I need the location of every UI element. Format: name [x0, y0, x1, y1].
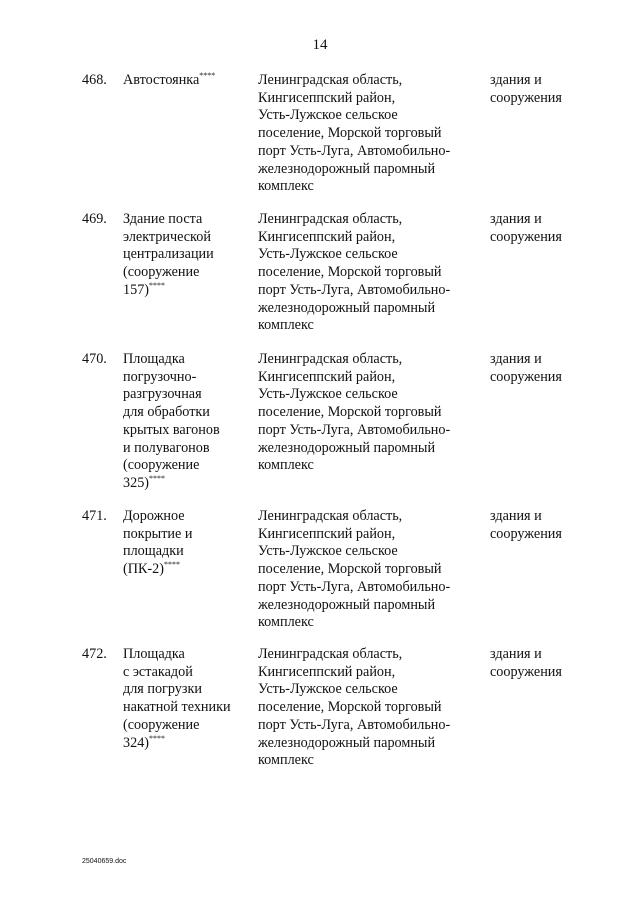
entry-address-line: Усть-Лужское сельское: [258, 246, 398, 263]
entry-name-line: Площадка: [123, 351, 185, 367]
footnote-mark: ****: [163, 560, 180, 570]
entry-number: 468.: [82, 72, 107, 88]
entry-name: [123, 211, 253, 300]
entry-address-line: Ленинградская область,: [258, 72, 403, 88]
entry-name-line: для погрузки: [123, 681, 202, 698]
entry-name-line: (сооружение: [123, 264, 200, 281]
entry-address-line: порт Усть-Луга, Автомобильно-: [258, 716, 451, 733]
entry-name-line: крытых вагонов: [123, 421, 220, 438]
entry-type: [490, 72, 600, 107]
entry-name: [123, 508, 253, 579]
entry-name-line: покрытие и: [123, 525, 193, 542]
entry-name-line: Дорожное: [123, 508, 185, 524]
entry-address-line: Ленинградская область,: [258, 646, 403, 662]
entry-address-line: Усть-Лужское сельское: [258, 681, 398, 698]
entry-address-line: поселение, Морской торговый: [258, 561, 442, 578]
entry-address-line: железнодорожный паромный: [258, 596, 436, 613]
entry-type: [490, 508, 600, 543]
entry-name-line: накатной техники: [123, 699, 231, 716]
entry-address-line: Кингисеппский район,: [258, 368, 396, 385]
entry-type-line: здания и: [490, 351, 542, 367]
entry-address-line: порт Усть-Луга, Автомобильно-: [258, 578, 451, 595]
entry-address-line: Усть-Лужское сельское: [258, 543, 398, 560]
entry-number: 472.: [82, 646, 107, 662]
entry-type-line: сооружения: [490, 228, 562, 245]
entry-address: [258, 351, 478, 475]
entry-address-line: комплекс: [258, 178, 314, 195]
entry-name-line: разгрузочная: [123, 386, 202, 403]
entry-address-line: комплекс: [258, 317, 314, 334]
entry-number: 469.: [82, 211, 107, 227]
entry-address: [258, 211, 478, 335]
entry-address: [258, 72, 478, 196]
entry-name-line: для обработки: [123, 404, 210, 421]
entry-type-line: здания и: [490, 211, 542, 227]
entry-type: [490, 211, 600, 246]
entry-address-line: комплекс: [258, 457, 314, 474]
entry-address-line: Усть-Лужское сельское: [258, 386, 398, 403]
entry-name-line: (сооружение: [123, 457, 200, 474]
entry-type-line: здания и: [490, 508, 542, 524]
entry-name: [123, 351, 253, 493]
entry-type-line: здания и: [490, 646, 542, 662]
entry-type: [490, 646, 600, 681]
entry-name-line: Здание поста: [123, 211, 203, 227]
entry-address-line: Кингисеппский район,: [258, 89, 396, 106]
entry-address-line: поселение, Морской торговый: [258, 404, 442, 421]
entry-address-line: Кингисеппский район,: [258, 663, 396, 680]
entry-address-line: поселение, Морской торговый: [258, 125, 442, 142]
entry-name-line: погрузочно-: [123, 368, 197, 385]
entry-address-line: железнодорожный паромный: [258, 160, 436, 177]
entry-name-line: 324)****: [123, 733, 166, 751]
entry-type-line: здания и: [490, 72, 542, 88]
entry-type-line: сооружения: [490, 663, 562, 680]
document-filename: 25040659.doc: [82, 858, 127, 865]
entry-name-line: электрической: [123, 228, 211, 245]
entry-name-line: Автостоянка****: [123, 71, 216, 88]
entry-address: [258, 646, 478, 770]
entry-address-line: комплекс: [258, 614, 314, 631]
entry-address-line: Ленинградская область,: [258, 211, 403, 227]
page-number: 14: [312, 37, 328, 53]
footnote-mark: ****: [199, 71, 216, 80]
entry-name-line: 325)****: [123, 473, 166, 491]
entry-name-line: площадки: [123, 543, 184, 560]
entry-address-line: порт Усть-Луга, Автомобильно-: [258, 421, 451, 438]
entry-name: [123, 72, 253, 90]
entry-address-line: Усть-Лужское сельское: [258, 107, 398, 124]
entry-name-line: с эстакадой: [123, 663, 193, 680]
entry-name-line: (сооружение: [123, 716, 200, 733]
entry-address-line: порт Усть-Луга, Автомобильно-: [258, 142, 451, 159]
entry-address-line: железнодорожный паромный: [258, 439, 436, 456]
entry-name-line: (ПК-2)****: [123, 560, 180, 578]
entry-address-line: Ленинградская область,: [258, 508, 403, 524]
entry-address-line: Кингисеппский район,: [258, 228, 396, 245]
entry-address-line: железнодорожный паромный: [258, 734, 436, 751]
entry-type-line: сооружения: [490, 525, 562, 542]
entry-name-line: Площадка: [123, 646, 185, 662]
entry-address-line: комплекс: [258, 752, 314, 769]
entry-address-line: порт Усть-Луга, Автомобильно-: [258, 281, 451, 298]
footnote-mark: ****: [149, 473, 166, 483]
entry-address-line: поселение, Морской торговый: [258, 264, 442, 281]
entry-type-line: сооружения: [490, 89, 562, 106]
entry-type-line: сооружения: [490, 368, 562, 385]
entry-name: [123, 646, 253, 752]
entry-address-line: поселение, Морской торговый: [258, 699, 442, 716]
entry-type: [490, 351, 600, 386]
entry-number: 470.: [82, 351, 107, 367]
entry-name-line: 157)****: [123, 280, 166, 298]
entry-name-line: централизации: [123, 246, 214, 263]
footnote-mark: ****: [149, 280, 166, 290]
entry-name-line: и полувагонов: [123, 439, 210, 456]
footnote-mark: ****: [149, 733, 166, 743]
entry-number: 471.: [82, 508, 107, 524]
entry-address: [258, 508, 478, 632]
entry-address-line: железнодорожный паромный: [258, 299, 436, 316]
entry-address-line: Ленинградская область,: [258, 351, 403, 367]
entry-address-line: Кингисеппский район,: [258, 525, 396, 542]
